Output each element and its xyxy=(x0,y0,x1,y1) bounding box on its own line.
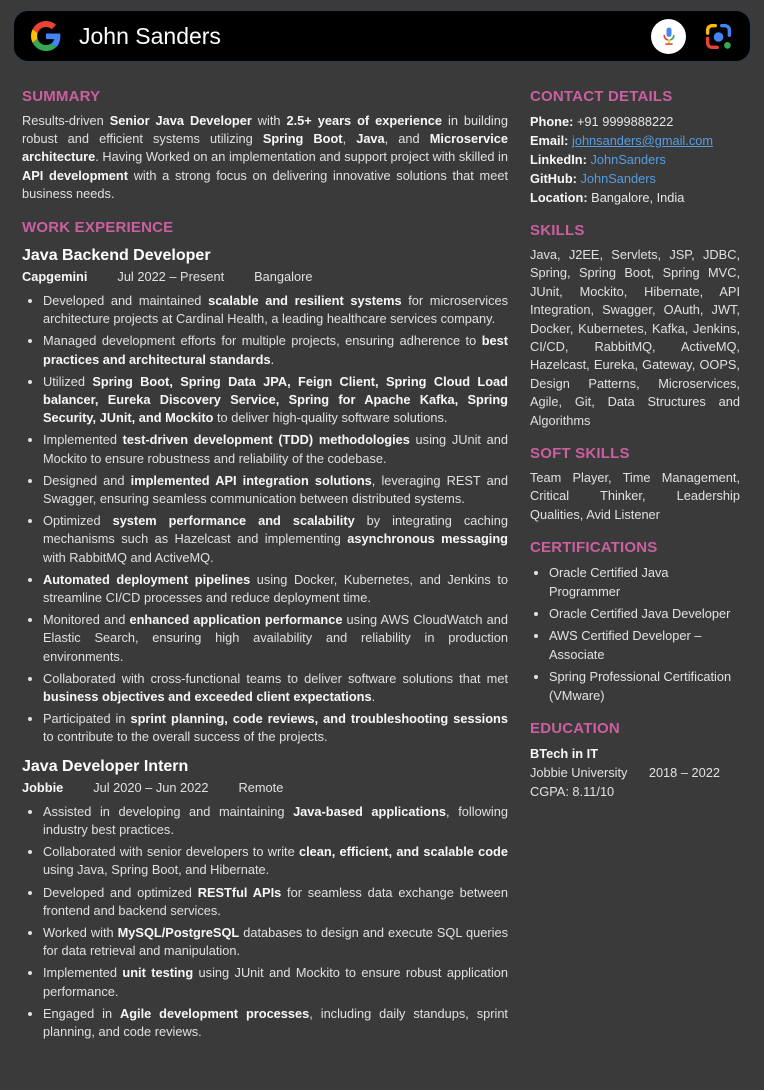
skills-heading: SKILLS xyxy=(530,222,585,239)
job-bullet: • Optimized system performance and scalability by integrating caching mechanisms such as Hazelcast and implementing asynchronous messaging with RabbitMQ and ActiveMQ. xyxy=(43,512,508,567)
resume-document xyxy=(0,62,764,1045)
education-degree: BTech in IT xyxy=(530,746,599,762)
education-years: 2018 – 2022 xyxy=(648,765,720,781)
certifications-heading: CERTIFICATIONS xyxy=(530,539,658,557)
page-title: John Sanders xyxy=(79,22,221,49)
contact-label: Phone : xyxy=(530,114,577,129)
contact-section xyxy=(530,88,740,207)
certifications-section xyxy=(530,539,740,705)
job-bullet: • Assisted in developing and maintaining Java-based applications, following industry best practices. xyxy=(43,803,508,839)
job-dates: Jul 2022 – Present xyxy=(117,269,225,285)
contact-label: Email : xyxy=(530,133,572,148)
phone-value: +91 9999888222 xyxy=(576,114,674,129)
voice-search-button[interactable] xyxy=(651,19,686,54)
contact-row-location xyxy=(530,188,740,207)
job-bullet: • Developed and maintained scalable and resilient systems for microservices architecture projects at Cardinal Health, a leading healthcare services company. xyxy=(43,292,508,328)
education-university: Jobbie University xyxy=(530,765,628,781)
job-bullet: • Automated deployment pipelines using Docker, Kubernetes, and Jenkins to streamline CI/CD processes and reduce deployment time. xyxy=(43,571,508,607)
job-bullet: • Worked with MySQL/PostgreSQL databases to design and execute SQL queries for data retrieval and manipulation. xyxy=(43,924,508,960)
job-title: Java Backend Developer xyxy=(22,247,211,265)
job-bullet: • Monitored and enhanced application performance using AWS CloudWatch and Elastic Search, ensuring high availability and reliability in production environments. xyxy=(43,611,508,666)
summary-heading: SUMMARY xyxy=(22,88,101,105)
github-link[interactable]: JohnSanders xyxy=(580,171,656,186)
google-lens-button[interactable] xyxy=(699,17,737,55)
google-lens-icon xyxy=(703,21,734,52)
certification-item: • Spring Professional Certification (VMware) xyxy=(549,667,740,705)
skills-text: Java, J2EE, Servlets, JSP, JDBC, Spring, Spring Boot, Spring MVC, JUnit, Mockito, Hibernate, API Integration, Swagger, OAuth, JWT, Docker, Kubernetes, Kafka, Jenkins, CI/CD, RabbitMQ, ActiveMQ, Hazelcast, Eureka, Gateway, OOPS, Design Patterns, Microservices, Agile, Git, Data Structures and Algorithms xyxy=(530,247,740,428)
education-cgpa: CGPA: 8.11/10 xyxy=(530,784,615,800)
job-meta xyxy=(22,268,508,286)
job-bullet: • Implemented test-driven development (TDD) methodologies using JUnit and Mockito to ensure robustness and reliability of the codebase. xyxy=(43,431,508,467)
contact-label: GitHub : xyxy=(530,171,580,186)
education-university-row xyxy=(530,763,740,782)
job-entry-java-developer-intern xyxy=(22,758,508,1041)
job-bullet: • Collaborated with senior developers to write clean, efficient, and scalable code using Java, Spring Boot, and Hibernate. xyxy=(43,843,508,879)
job-bullet: • Collaborated with cross-functional teams to deliver software solutions that met business objectives and exceeded client expectations. xyxy=(43,670,508,706)
job-bullet: • Engaged in Agile development processes, including daily standups, sprint planning, and code reviews. xyxy=(43,1005,508,1041)
work-experience-heading: WORK EXPERIENCE xyxy=(22,219,174,237)
education-heading: EDUCATION xyxy=(530,720,620,738)
contact-row-linkedin xyxy=(530,150,740,169)
job-bullet: • Utilized Spring Boot, Spring Data JPA, Feign Client, Spring Cloud Load balancer, Eureka Discovery Service, Spring for Apache Kafka, Spring Security, JUnit, and Mockito to deliver high-quality software solutions. xyxy=(43,373,508,428)
google-logo-icon xyxy=(31,21,61,51)
job-bullet: • Designed and implemented API integration solutions, leveraging REST and Swagger, ensuring seamless communication between distributed systems. xyxy=(43,472,508,508)
email-link[interactable]: johnsanders@gmail.com xyxy=(571,133,714,148)
company-name: Capgemini xyxy=(22,269,88,285)
education-section xyxy=(530,720,740,801)
soft-skills-text: Team Player, Time Management, Critical Thinker, Leadership Qualities, Avid Listener xyxy=(530,470,740,522)
job-entry-java-backend-developer xyxy=(22,247,508,747)
contact-heading: CONTACT DETAILS xyxy=(530,88,673,105)
right-column xyxy=(530,88,740,1045)
company-name: Jobbie xyxy=(22,779,64,795)
summary-section xyxy=(22,88,508,203)
location-value: Bangalore, India xyxy=(591,190,685,205)
job-bullet-list xyxy=(22,292,508,747)
job-location: Bangalore xyxy=(254,269,313,285)
job-bullet: • Implemented unit testing using JUnit and Mockito to ensure robust application performance. xyxy=(43,964,508,1000)
job-bullet-list xyxy=(22,803,508,1041)
job-bullet: • Managed development efforts for multiple projects, ensuring adherence to best practices and architectural standards. xyxy=(43,332,508,368)
contact-row-email xyxy=(530,131,740,150)
linkedin-link[interactable]: JohnSanders xyxy=(590,152,666,167)
job-title: Java Developer Intern xyxy=(22,757,189,775)
job-dates: Jul 2020 – Jun 2022 xyxy=(93,779,209,795)
soft-skills-heading: SOFT SKILLS xyxy=(530,445,630,463)
left-column xyxy=(22,88,508,1045)
certification-item: • AWS Certified Developer – Associate xyxy=(549,626,740,664)
job-location: Remote xyxy=(238,779,284,795)
certification-item: • Oracle Certified Java Programmer xyxy=(549,563,740,601)
summary-paragraph: Results-driven Senior Java Developer with 2.5+ years of experience in building robust and efficient systems utilizing Spring Boot, Java, and Microservice architecture. Having Worked on an implementation and support project with skilled in API development with a strong focus on delivering innovative solutions that meet business needs. xyxy=(22,113,509,201)
job-bullet: • Participated in sprint planning, code reviews, and troubleshooting sessions to contribute to the overall success of the projects. xyxy=(43,710,508,746)
mic-icon xyxy=(658,25,680,47)
certification-item: • Oracle Certified Java Developer xyxy=(549,604,740,623)
contact-label: Location : xyxy=(530,190,591,205)
skills-section xyxy=(530,222,740,430)
certifications-list xyxy=(530,563,740,705)
contact-row-github xyxy=(530,169,740,188)
soft-skills-section xyxy=(530,445,740,524)
job-meta xyxy=(22,779,508,797)
contact-row-phone xyxy=(530,112,740,131)
search-bar[interactable] xyxy=(13,10,751,62)
work-experience-section xyxy=(22,219,508,1041)
job-bullet: • Developed and optimized RESTful APIs for seamless data exchange between frontend and backend services. xyxy=(43,884,508,920)
contact-label: LinkedIn : xyxy=(530,152,590,167)
